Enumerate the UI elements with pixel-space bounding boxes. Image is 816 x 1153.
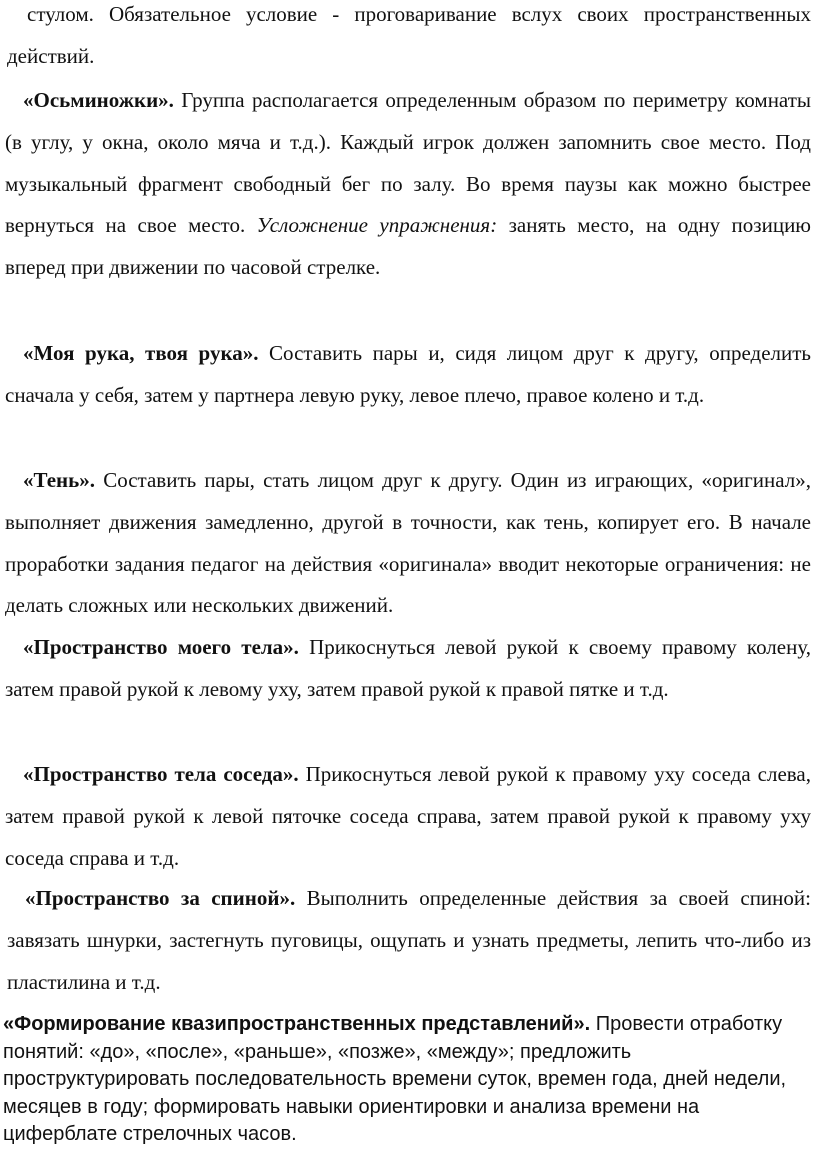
paragraph-shadow	[5, 460, 811, 627]
paragraph-behind-back	[7, 878, 811, 1003]
paragraph-neighbor-body-space	[5, 754, 811, 879]
complication-label: Усложнение упражнения:	[256, 213, 498, 238]
paragraph-text: Выполнить определенные действия за своей спиной: завязать шнурки, застегнуть пуговицы, ощупать и узнать предметы, лепить что-либо из пластилина и т.д.	[7, 886, 811, 994]
exercise-title: «Формирование квазипространственных представлений».	[3, 1013, 591, 1035]
paragraph-text: Прикоснуться левой рукой к правому уху соседа слева, затем правой рукой к левой пяточке соседа справа, затем правой рукой к правому уху соседа справа и т.д.	[5, 762, 811, 870]
paragraph-text: Составить пары, стать лицом друг к другу. Один из играющих, «оригинал», выполняет движения замедленно, другой в точности, как тень, копирует его. В начале проработки задания педагог на действия «оригинала» вводит некоторые ограничения: не делать сложных или нескольких движений.	[5, 468, 811, 618]
paragraph-text-continued: занять место, на одну позицию вперед при движении по часовой стрелке.	[5, 213, 811, 280]
paragraph-my-body-space	[5, 627, 811, 711]
paragraph-text: Составить пары и, сидя лицом друг к другу, определить сначала у себя, затем у партнера левую руку, левое плечо, правое колено и т.д.	[5, 341, 811, 407]
exercise-title: «Тень».	[23, 468, 95, 492]
paragraph-octopus	[5, 80, 811, 289]
paragraph-text: Провести отработку понятий: «до», «после», «раньше», «позже», «между»; предложить проструктурировать последовательность времени суток, времен года, дней недели, месяцев в году; формировать навыки ориентировки и анализа времени на циферблате стрелочных часов.	[3, 1013, 787, 1146]
paragraph-text: Прикоснуться левой рукой к своему правому колену, затем правой рукой к левому уху, затем правой рукой к правой пятке и т.д.	[5, 635, 811, 701]
exercise-title: «Пространство моего тела».	[23, 635, 299, 659]
paragraph-text: Группа располагается определенным образом по периметру комнаты (в углу, у окна, около мяча и т.д.). Каждый игрок должен запомнить свое место. Под музыкальный фрагмент свободный бег по залу. Во время паузы как можно быстрее вернуться на свое место.	[5, 88, 811, 238]
paragraph-my-hand	[5, 333, 811, 417]
exercise-title: «Моя рука, твоя рука».	[23, 341, 259, 365]
paragraph-intro	[7, 0, 811, 78]
exercise-title: «Пространство за спиной».	[25, 886, 296, 910]
paragraph-text: стулом. Обязательное условие - проговаривание вслух своих пространственных действий.	[7, 2, 811, 68]
exercise-title: «Осьминожки».	[23, 88, 174, 112]
exercise-title: «Пространство тела соседа».	[23, 762, 299, 786]
paragraph-quasi-spatial	[3, 1011, 811, 1149]
